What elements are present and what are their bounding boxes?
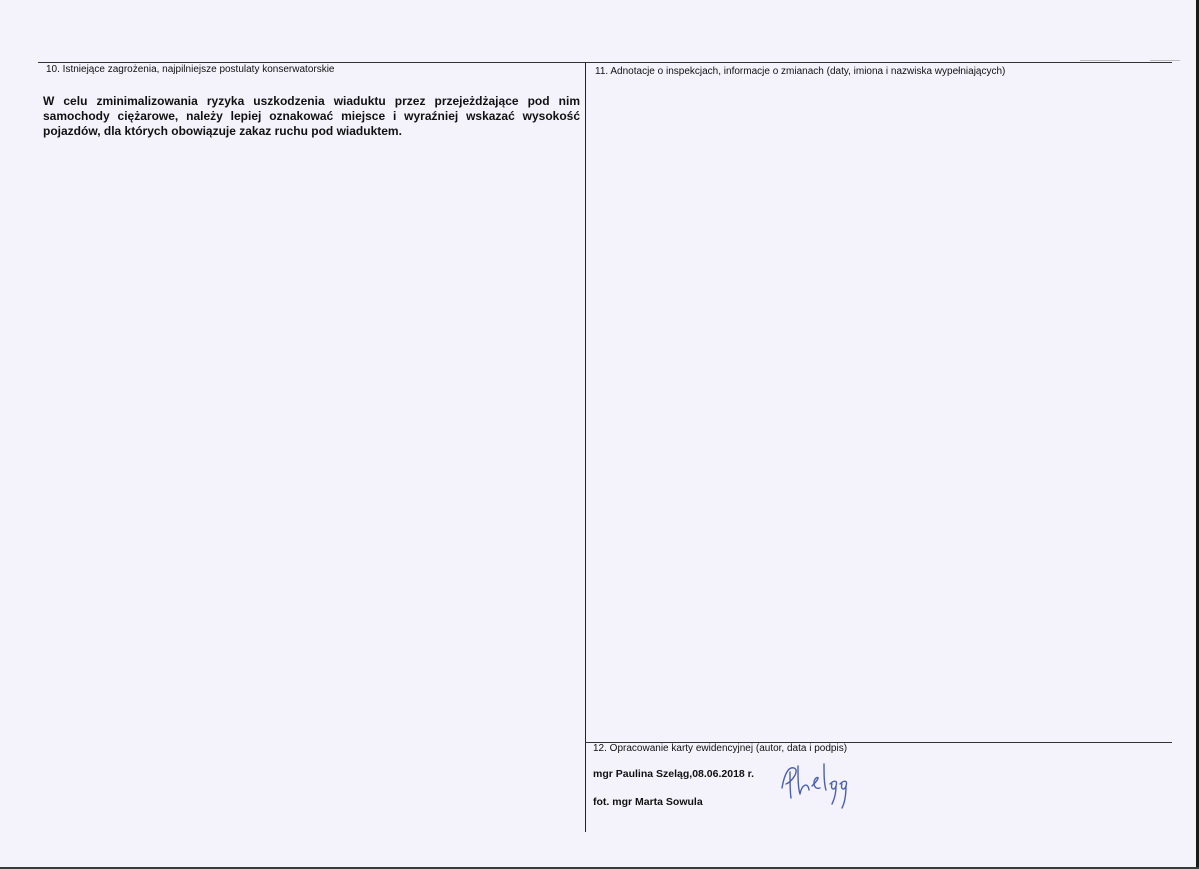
section-10-heading: 10. Istniejące zagrożenia, najpilniejsze postulaty konserwatorskie: [46, 64, 335, 75]
top-rule: [38, 62, 1172, 63]
top-dashed-mark: [1080, 60, 1120, 61]
handwritten-signature: [778, 758, 858, 812]
top-dashed-mark: [1150, 60, 1180, 61]
photo-credit: fot. mgr Marta Sowula: [593, 796, 703, 808]
section-11-heading: 11. Adnotacje o inspekcjach, informacje o zmianach (daty, imiona i nazwiska wypełniających): [595, 66, 1006, 77]
section-10-text: W celu zminimalizowania ryzyka uszkodzenia wiaduktu przez przejeżdżające pod nim samochody ciężarowe, należy lepiej oznakować miejsce i wyraźniej wskazać wysokość pojazdów, dla których obowiązuje zakaz ruchu pod wiaduktem.: [43, 94, 580, 138]
author-line: mgr Paulina Szeląg,08.06.2018 r.: [593, 768, 755, 780]
section-12-heading: 12. Opracowanie karty ewidencyjnej (autor, data i podpis): [593, 743, 848, 754]
column-divider: [585, 62, 586, 832]
